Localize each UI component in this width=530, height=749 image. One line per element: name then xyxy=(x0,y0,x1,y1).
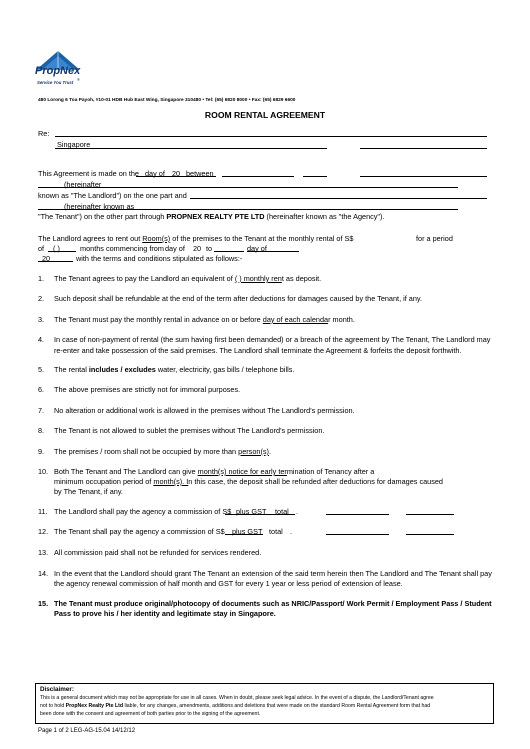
item-12-line-b[interactable] xyxy=(406,534,454,535)
intro-tenant-a: "The Tenant") on the other part through xyxy=(38,212,167,221)
rent-months-paren: ( ) xyxy=(53,244,60,253)
item-15-line-2: Pass to prove his / her identity and legitimate stay in Singapore. xyxy=(54,609,276,618)
item-8: The Tenant is not allowed to sublet the premises without The Landlord's permission. xyxy=(54,426,325,435)
rent-to-line[interactable] xyxy=(214,251,244,252)
item-11-gst: plus GST xyxy=(236,507,267,516)
item-3-field: day of each calenda xyxy=(262,315,329,324)
item-14-number: 14. xyxy=(38,569,49,578)
item-7: No alteration or additional work is allowed in the premises without The Landlord's permission. xyxy=(54,406,355,415)
item-10-line-3: by The Tenant, if any. xyxy=(54,487,123,496)
rent-of: of xyxy=(38,244,45,253)
page-footer: Page 1 of 2 LEG-AG-15.04 14/12/12 xyxy=(38,728,136,734)
item-11-total: total xyxy=(275,507,289,516)
item-12-number: 12. xyxy=(38,527,49,536)
intro-landlord-line[interactable] xyxy=(38,187,458,188)
rent-day-of-2: day of xyxy=(247,244,267,253)
item-14-line-1: In the event that the Landlord should grant The Tenant an extension of the said term herein then The Landlord and The Tenant shall pay xyxy=(54,569,492,578)
intro-hereinafter: (hereinafter xyxy=(64,180,102,189)
item-6-number: 6. xyxy=(38,385,45,394)
rent-l1-a: The Landlord agrees to rent out xyxy=(38,234,143,243)
item-9-number: 9. xyxy=(38,447,45,456)
rent-line-1 xyxy=(38,234,353,243)
item-10-number: 10. xyxy=(38,467,49,476)
item-5-number: 5. xyxy=(38,365,45,374)
document-title: ROOM RENTAL AGREEMENT xyxy=(204,110,326,120)
re-label: Re: xyxy=(38,129,50,138)
item-14-line-2: the agency renewal commission of half month and GST for every 1 year or less period of extension of lease. xyxy=(54,579,403,588)
item-10-period-field: month(s). I xyxy=(153,477,189,486)
disclaimer-line-1: This is a general document which may not be appropriate for use in all cases. When in doubt, please seek legal advice. In the event of a dispute, the Landlord/Tenant agree xyxy=(40,695,434,701)
item-6: The above premises are strictly not for immoral purposes. xyxy=(54,385,241,394)
disclaimer-line-2 xyxy=(40,703,430,709)
intro-line-a[interactable] xyxy=(222,176,294,177)
re-line-3[interactable] xyxy=(360,148,487,149)
rent-line-2 xyxy=(38,244,44,253)
item-10-line-2 xyxy=(54,477,443,486)
item-10-l1-a: Both The Tenant and The Landlord can give xyxy=(54,467,198,476)
item-12-line-a[interactable] xyxy=(326,534,389,535)
rent-20: 20 xyxy=(193,244,202,253)
intro-line-b[interactable] xyxy=(303,176,327,177)
item-11-line-a[interactable] xyxy=(326,514,389,515)
logo-tagline: Service You Trust xyxy=(37,80,74,85)
intro-line-d[interactable] xyxy=(190,198,487,199)
item-12-gst: plus GST xyxy=(232,527,263,536)
intro-year: 20 xyxy=(172,169,181,178)
item-10-l2-a: minimum occupation period of xyxy=(54,477,154,486)
item-15-number: 15. xyxy=(38,599,49,608)
disclaimer-company: PropNex Realty Pte Ltd xyxy=(65,703,124,709)
item-4-number: 4. xyxy=(38,335,45,344)
item-5 xyxy=(54,365,294,374)
item-1-number: 1. xyxy=(38,274,45,283)
item-4-line-2: re-enter and take possession of the said premises. The Landlord shall terminate the Agreement & forfeits the deposit forthwith. xyxy=(54,346,462,355)
item-1-a: The Tenant agrees to pay the Landlord an equivalent of xyxy=(54,274,235,283)
rent-period: for a period xyxy=(416,234,453,243)
disclaimer-line-3: been done with the consent and agreement of both parties prior to the signing of the agreement. xyxy=(40,711,261,717)
rent-year-line[interactable] xyxy=(38,261,73,262)
item-5-a: The rental xyxy=(54,365,89,374)
item-10-l2-b: n this case, the deposit shall be refunded after deductions for damages caused xyxy=(188,477,443,486)
re-line-2[interactable] xyxy=(55,148,327,149)
item-9-a: The premises / room shall not be occupied by more than xyxy=(54,447,239,456)
intro-tenant-line[interactable] xyxy=(38,209,458,210)
disclaimer-l2-a: not to hold xyxy=(40,703,66,709)
company-address: 480 Lorong 6 Toa Payoh, #10-01 HDB Hub East Wing, Singapore 310480 • Tel: (65) 6820 8000 • Fax: (65) 6829 6600 xyxy=(38,98,296,103)
item-11-dot: . xyxy=(296,507,299,516)
disclaimer-l2-c: liable, for any changes, amendments, additions and deletions that were made on the standard Room Rental Agreement form that had xyxy=(123,703,431,709)
intro-made-on: This Agreement is made on the xyxy=(38,169,139,178)
item-7-number: 7. xyxy=(38,406,45,415)
rent-commencing: months commencing from xyxy=(80,244,164,253)
item-5-c: water, electricity, gas bills / telephone bills. xyxy=(155,365,295,374)
item-2: Such deposit shall be refundable at the end of the term after deductions for damages caused by the Tenant, if any. xyxy=(54,294,423,303)
item-9-field: person(s) xyxy=(238,447,269,456)
item-12-dot: . xyxy=(290,527,293,536)
intro-tenant xyxy=(38,212,384,221)
item-13-number: 13. xyxy=(38,548,49,557)
item-1 xyxy=(54,274,321,283)
rent-day-of-1: day of xyxy=(165,244,185,253)
item-12-a: The Tenant shall pay the agency a commission of S$ xyxy=(54,527,225,536)
item-11-line-b[interactable] xyxy=(406,514,454,515)
item-10-notice-field: month(s) notice for early ter xyxy=(197,467,287,476)
item-10-l1-b: mination of Tenancy after a xyxy=(286,467,375,476)
logo-registered: ® xyxy=(77,77,80,82)
item-11 xyxy=(54,507,231,516)
item-3 xyxy=(54,315,355,324)
re-city: Singapore xyxy=(57,140,91,149)
intro-between: between xyxy=(186,169,214,178)
item-3-c: r month. xyxy=(328,315,355,324)
item-15-line-1: The Tenant must produce original/photocopy of documents such as NRIC/Passport/ Work Permit / Employment Pass / Student xyxy=(54,599,492,608)
item-1-field: ( ) monthly ren xyxy=(234,274,282,283)
rent-dayof-line[interactable] xyxy=(247,251,299,252)
company-logo xyxy=(33,50,83,98)
logo-name: PropNex xyxy=(35,65,81,77)
item-11-number: 11. xyxy=(38,507,48,516)
intro-tenant-c: (hereinafter known as "the Agency"). xyxy=(264,212,385,221)
rent-year: 20 xyxy=(42,254,51,263)
item-8-number: 8. xyxy=(38,426,45,435)
intro-day-of: day of xyxy=(145,169,165,178)
item-3-a: The Tenant must pay the monthly rental in advance on or before xyxy=(54,315,263,324)
disclaimer-heading: Disclaimer: xyxy=(40,686,74,693)
item-5-choice: includes / excludes xyxy=(88,365,156,374)
rent-room: Room(s) xyxy=(142,234,171,243)
item-11-a: The Landlord shall pay the agency a commission of S$ xyxy=(54,507,232,516)
item-1-c: t as deposit. xyxy=(281,274,322,283)
item-4-line-1: In case of non-payment of rental (the sum having first been demanded) or a breach of the agreement by The Tenant, The Landlord may xyxy=(54,335,491,344)
item-10-line-1 xyxy=(54,467,374,476)
item-9 xyxy=(54,447,271,456)
item-13: All commission paid shall not be refunded for services rendered. xyxy=(54,548,262,557)
rent-l1-b: of the premises to the Tenant at the monthly rental of S$ xyxy=(170,234,354,243)
intro-landlord: known as "The Landlord") on the one part and xyxy=(38,191,187,200)
item-12 xyxy=(54,527,225,536)
re-line-1[interactable] xyxy=(55,136,487,137)
item-9-c: . xyxy=(268,447,271,456)
item-3-number: 3. xyxy=(38,315,45,324)
item-2-number: 2. xyxy=(38,294,45,303)
disclaimer-box xyxy=(35,683,494,724)
rent-to: to xyxy=(206,244,213,253)
intro-agency-name: PROPNEX REALTY PTE LTD xyxy=(166,212,265,221)
intro-known-as: (hereinafter known as xyxy=(64,202,135,211)
item-12-total: total xyxy=(269,527,283,536)
rent-terms: with the terms and conditions stipulated as follows:- xyxy=(76,254,243,263)
intro-line-c[interactable] xyxy=(360,176,487,177)
